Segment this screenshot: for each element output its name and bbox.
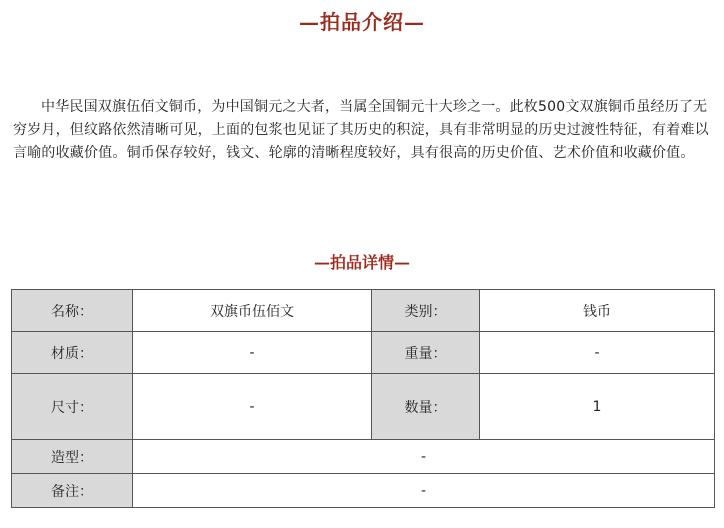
table-row xyxy=(12,332,715,374)
shape-label: 造型： xyxy=(12,440,133,474)
material-value: - xyxy=(133,332,372,374)
category-value: 钱币 xyxy=(480,290,715,332)
note-value: - xyxy=(133,474,715,508)
weight-value: - xyxy=(480,332,715,374)
note-label: 备注： xyxy=(12,474,133,508)
size-label: 尺寸： xyxy=(12,374,133,440)
material-label: 材质： xyxy=(12,332,133,374)
table-row xyxy=(12,290,715,332)
details-table xyxy=(11,289,715,508)
weight-label: 重量： xyxy=(372,332,480,374)
quantity-value: 1 xyxy=(480,374,715,440)
table-row xyxy=(12,440,715,474)
details-heading: —拍品详情— xyxy=(313,253,410,272)
intro-paragraph: 中华民国双旗伍佰文铜币，为中国铜元之大者，当属全国铜元十大珍之一。此枚500文双旗铜币虽经历了无穷岁月，但纹路依然清晰可见，上面的包浆也见证了其历史的积淀，具有非常明显的历史过渡性特征，有着难以言喻的收藏价值。铜币保存较好，钱文、轮廓的清晰程度较好，具有很高的历史价值、艺术价值和收藏价值。 xyxy=(13,99,709,161)
name-label: 名称： xyxy=(12,290,133,332)
category-label: 类别： xyxy=(372,290,480,332)
intro-heading: —拍品介绍— xyxy=(299,10,425,34)
quantity-label: 数量： xyxy=(372,374,480,440)
table-row xyxy=(12,374,715,440)
shape-value: - xyxy=(133,440,715,474)
size-value: - xyxy=(133,374,372,440)
table-row xyxy=(12,474,715,508)
name-value: 双旗币伍佰文 xyxy=(133,290,372,332)
